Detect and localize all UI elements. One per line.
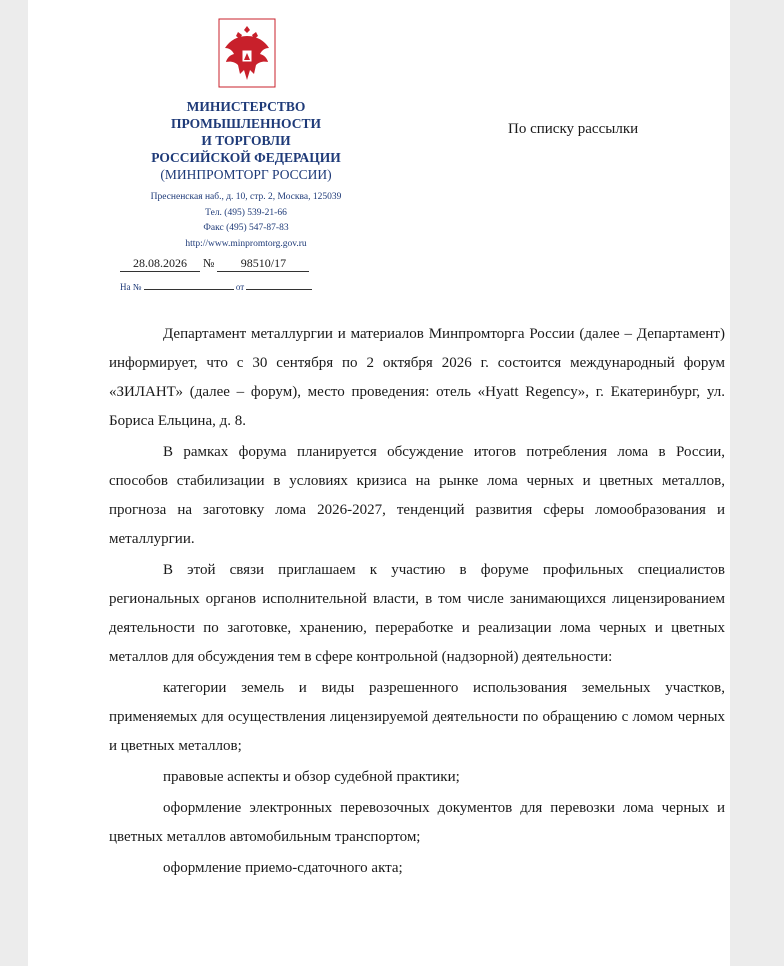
list-item: категории земель и виды разрешенного использования земельных участков, применяемых для осуществления лицензируемой деятельности по обращению с ломом черных и цветных металлов; xyxy=(109,680,725,754)
paragraph-2: В рамках форума планируется обсуждение итогов потребления лома в России, способов стабилизации в условиях кризиса на рынке лома черных и цветных металлов, прогноза на заготовку лома 2026-2027, тенденций развития сферы ломообразования и металлургии. xyxy=(109,444,725,547)
list-item: оформление приемо-сдаточного акта; xyxy=(163,860,403,876)
website: http://www.minpromtorg.gov.ru xyxy=(185,238,307,249)
paragraph-3: В этой связи приглашаем к участию в форуме профильных специалистов региональных органов исполнительной власти, в том числе занимающихся лицензированием деятельности по заготовке, хранению, переработке и реализации лома черных и цветных металлов для обсуждения тем в сфере контрольной (надзорной) деятельности: xyxy=(109,562,725,665)
document-page xyxy=(28,0,730,966)
ministry-line-3: И ТОРГОВЛИ xyxy=(201,133,291,148)
list-item: правовые аспекты и обзор судебной практики; xyxy=(163,769,460,785)
ministry-line-1: МИНИСТЕРСТВО xyxy=(186,99,306,114)
registration-number: 98510/17 xyxy=(217,256,309,272)
fax: Факс (495) 547-87-83 xyxy=(203,223,289,233)
ministry-name xyxy=(126,98,366,183)
reply-reference-line xyxy=(120,281,380,292)
number-sign: № xyxy=(203,256,215,270)
registration-date: 28.08.2026 xyxy=(120,256,200,272)
addressee: По списку рассылки xyxy=(508,121,639,137)
coat-of-arms-icon xyxy=(218,18,276,90)
reply-date-blank xyxy=(246,281,312,290)
letter-body xyxy=(109,320,725,885)
contact-block xyxy=(106,190,386,252)
reply-from: от xyxy=(235,282,245,292)
phone: Тел. (495) 539-21-66 xyxy=(205,207,287,218)
address: Пресненская наб., д. 10, стр. 2, Москва, 125039 xyxy=(150,192,342,202)
list-item: оформление электронных перевозочных документов для перевозки лома черных и цветных металлов автомобильным транспортом; xyxy=(109,800,725,845)
paragraph-1: Департамент металлургии и материалов Минпромторга России (далее – Департамент) информирует, что с 30 сентября по 2 октября 2026 г. состоится международный форум «ЗИЛАНТ» (далее – форум), место проведения: отель «Hyatt Regency», г. Екатеринбург, ул. Бориса Ельцина, д. 8. xyxy=(109,326,725,429)
ministry-line-2: ПРОМЫШЛЕННОСТИ xyxy=(171,116,321,131)
reply-prefix: На № xyxy=(120,282,142,292)
reply-number-blank xyxy=(144,281,234,290)
registration-line xyxy=(120,256,380,272)
ministry-short-name: (МИНПРОМТОРГ РОССИИ) xyxy=(160,167,332,182)
ministry-line-4: РОССИЙСКОЙ ФЕДЕРАЦИИ xyxy=(151,150,341,165)
